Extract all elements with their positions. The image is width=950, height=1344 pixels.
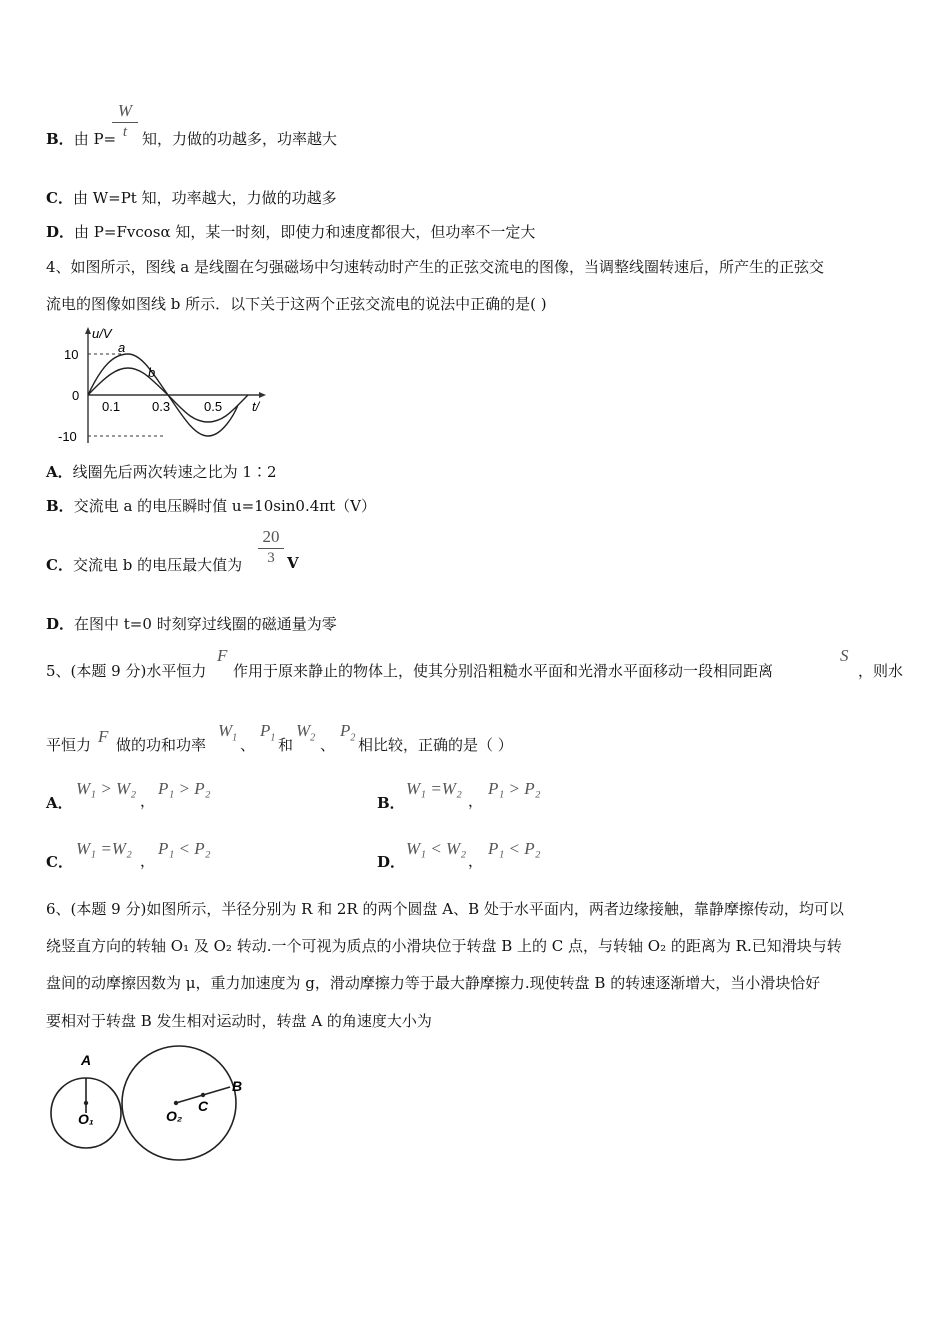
q3-option-c [46, 187, 337, 208]
q6-center-o1 [84, 1101, 88, 1105]
q4-option-c-text: 交流电 b 的电压最大值为 [72, 556, 243, 574]
q6-line3: 盘间的动摩擦因数为 μ，重力加速度为 g，滑动摩擦力等于最大静摩擦力.现使转盘 B 的转速逐渐增大，当小滑块恰好 [46, 974, 821, 992]
q4-option-c-unit: V [287, 554, 299, 572]
q4-option-b-text: 交流电 a 的电压瞬时值 u=10sin0.4πt（V） [73, 497, 376, 515]
q5-sep1: 、 [240, 736, 256, 754]
q3-option-c-text: 由 W=Pt 知，功率越大，力做的功越多 [72, 189, 337, 207]
q4-frac-den: 3 [267, 550, 275, 566]
q6-point-c [201, 1093, 205, 1097]
q4-graph-xtick-03: 0.3 [152, 399, 171, 414]
q3-option-d-label: D． [46, 223, 75, 241]
q5-line2-c: 相比较，正确的是（ ） [358, 736, 513, 754]
q4-graph-x-label: t/ [252, 399, 260, 414]
q4-graph [52, 325, 282, 450]
q5-option-b-comma: ， [468, 792, 484, 810]
q6-line2: 绕竖直方向的转轴 O₁ 及 O₂ 转动.一个可视为质点的小滑块位于转盘 B 上的 C 点，与转轴 O₂ 的距离为 R.已知滑块与转 [46, 937, 842, 955]
q4-option-a [46, 461, 277, 482]
q6-center-o2 [174, 1101, 178, 1105]
q5-sep2: 、 [320, 736, 336, 754]
q3-frac-num: W [117, 101, 133, 120]
q4-option-c-label: C． [46, 556, 73, 574]
q3-option-d [46, 221, 535, 242]
q5-line1-c: ，则水 [858, 662, 904, 680]
q5-sym-F2: F [98, 727, 109, 746]
q4-stem-line2: 流电的图像如图线 b 所示．以下关于这两个正弦交流电的说法中正确的是( ) [46, 295, 547, 313]
q4-option-b-label: B． [46, 497, 74, 515]
q4-graph-ytick-10: 10 [64, 347, 79, 362]
q4-graph-x-arrow [259, 392, 266, 398]
q3-option-b-fraction [112, 101, 138, 141]
q3-frac-den: t [122, 124, 128, 140]
q5-option-a-comma: ， [140, 792, 156, 810]
q4-graph-curve-b-label: b [148, 365, 156, 380]
q3-option-b-label: B． [46, 130, 74, 148]
q5-option-a-w: W₁ > W₂ [76, 779, 137, 798]
q5-sym-F: F [217, 646, 228, 665]
q5-line1-a: 5、(本题 9 分)水平恒力 [46, 662, 207, 680]
q4-graph-y-arrow [85, 327, 91, 334]
q6-label-a: A [81, 1052, 92, 1068]
q3-option-b-prefix: 由 P= [73, 130, 117, 148]
q5-line2-a: 平恒力 [46, 736, 92, 754]
q4-curve-a-cont [168, 354, 248, 395]
q5-option-d-comma: ， [468, 852, 484, 870]
q5-sym-P2: $P_2$ [340, 721, 356, 744]
q4-graph-ytick-0: 0 [72, 388, 80, 403]
q5-option-d-w: W₁ < W₂ [406, 839, 467, 858]
q6-label-o1: O₁ [78, 1111, 94, 1127]
q4-graph-ytick-neg10: -10 [58, 429, 77, 444]
q4-option-a-text: 线圈先后两次转速之比为 1∶2 [72, 463, 277, 481]
q4-frac-num: 20 [262, 527, 280, 546]
q4-graph-xtick-05: 0.5 [204, 399, 223, 414]
q3-option-b [46, 128, 116, 149]
q5-option-c-label: C． [46, 853, 73, 871]
q4-option-c-fraction [258, 527, 284, 567]
q6-label-b: B [232, 1078, 243, 1094]
q5-option-c-w: W₁ =W₂ [76, 839, 132, 858]
q4-option-a-label: A． [46, 463, 73, 481]
q6-line1: 6、(本题 9 分)如图所示，半径分别为 R 和 2R 的两个圆盘 A、B 处于水平面内，两者边缘接触，靠静摩擦传动，均可以 [46, 900, 844, 918]
q4-option-d-label: D． [46, 615, 75, 633]
q5-option-c-p: P₁ < P₂ [158, 839, 211, 858]
q3-option-d-text: 由 P=Fvcosα 知，某一时刻，即使力和速度都很大，但功率不一定大 [74, 223, 536, 241]
q6-line4: 要相对于转盘 B 发生相对运动时，转盘 A 的角速度大小为 [46, 1012, 432, 1030]
q5-and: 和 [278, 736, 294, 754]
q5-option-b-w: W₁ =W₂ [406, 779, 462, 798]
q6-figure [44, 1045, 254, 1170]
q4-stem-line1: 4、如图所示，图线 a 是线圈在匀强磁场中匀速转动时产生的正弦交流电的图像，当调整线圈转速后，所产生的正弦交 [46, 258, 825, 276]
q4-graph-curve-a-label: a [118, 340, 126, 355]
q6-label-c: C [198, 1098, 209, 1114]
q6-label-o2: O₂ [166, 1108, 183, 1124]
q5-line1-b: 作用于原来静止的物体上，使其分别沿粗糙水平面和光滑水平面移动一段相同距离 [233, 662, 774, 680]
q5-option-d-p: P₁ < P₂ [488, 839, 541, 858]
q5-sym-S: S [840, 646, 849, 665]
q5-option-b-p: P₁ > P₂ [488, 779, 541, 798]
q6-disk-b [122, 1046, 236, 1160]
q5-sym-W1: $W_1$ [218, 721, 238, 744]
q5-option-d-label: D． [377, 853, 406, 871]
q4-option-d-text: 在图中 t=0 时刻穿过线圈的磁通量为零 [74, 615, 337, 633]
q5-sym-W2: $W_2$ [296, 721, 316, 744]
q4-option-d [46, 613, 337, 634]
q5-option-c-comma: ， [140, 852, 156, 870]
q3-option-b-suffix: 知，力做的功越多，功率越大 [142, 130, 338, 148]
q5-option-b-label: B． [377, 794, 405, 812]
q4-graph-xtick-01: 0.1 [102, 399, 121, 414]
q4-option-c [46, 554, 242, 575]
q5-line2-b: 做的功和功率 [116, 736, 207, 754]
q5-option-a-label: A． [46, 794, 73, 812]
q4-graph-y-label: u/V [92, 326, 112, 341]
q5-sym-P1: $P_1$ [260, 721, 276, 744]
q5-option-a-p: P₁ > P₂ [158, 779, 211, 798]
q4-option-b [46, 495, 376, 516]
q3-option-c-label: C． [46, 189, 73, 207]
